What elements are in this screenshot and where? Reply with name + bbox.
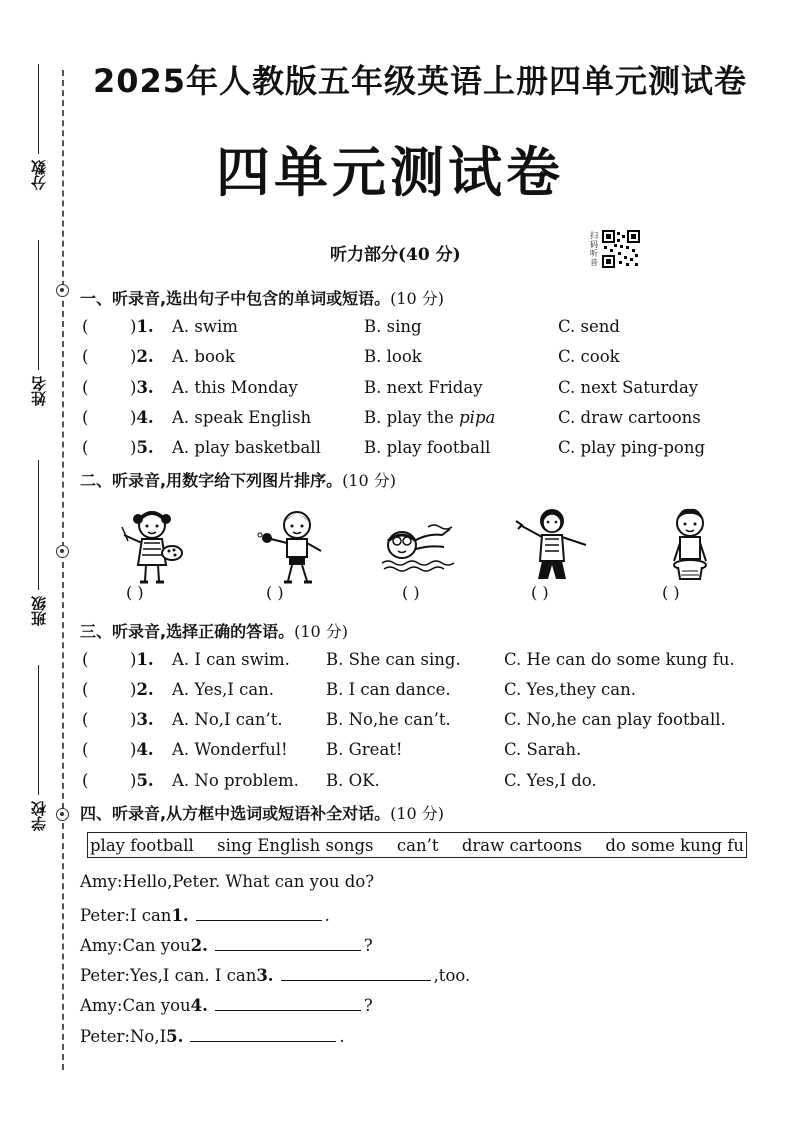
option-a[interactable]: A. I can swim. xyxy=(172,650,290,669)
section-1-text: 一、听录音,选出句子中包含的单词或短语。 xyxy=(80,289,391,308)
answer-paren[interactable]: ( xyxy=(82,680,89,699)
option-c[interactable]: C. He can do some kung fu. xyxy=(504,650,735,669)
question-row xyxy=(82,317,762,341)
name-field[interactable] xyxy=(28,240,49,412)
dialogue-line xyxy=(80,872,374,891)
qr-caption: 扫码听音 xyxy=(590,231,598,267)
option-b[interactable]: B. OK. xyxy=(326,771,380,790)
answer-blank-1[interactable] xyxy=(196,902,322,921)
word-bank-item: do some kung fu xyxy=(605,835,744,855)
listening-heading: 听力部分(40 分) xyxy=(330,245,461,265)
answer-paren[interactable]: ( xyxy=(82,347,89,366)
binding-hole-icon xyxy=(56,545,69,558)
answer-paren[interactable]: ( xyxy=(82,438,89,457)
question-number: )3. xyxy=(130,710,154,729)
section-3-text: 三、听录音,选择正确的答语。 xyxy=(80,622,295,641)
option-b[interactable]: B. She can sing. xyxy=(326,650,461,669)
option-a[interactable]: A. book xyxy=(172,347,235,366)
option-c[interactable]: C. cook xyxy=(558,347,620,366)
picture-order-paren[interactable]: ( ) xyxy=(531,583,549,602)
option-a[interactable]: A. this Monday xyxy=(172,378,298,397)
option-c[interactable]: C. play ping-pong xyxy=(558,438,706,457)
question-number: )1. xyxy=(130,317,154,336)
binding-hole-icon xyxy=(56,284,69,297)
option-b[interactable]: B. play football xyxy=(364,438,491,457)
answer-paren[interactable]: ( xyxy=(82,771,89,790)
option-a[interactable]: A. Wonderful! xyxy=(172,740,288,759)
question-number: )4. xyxy=(130,740,154,759)
option-a[interactable]: A. No problem. xyxy=(172,771,299,790)
option-a[interactable]: A. speak English xyxy=(172,408,312,427)
question-number: )1. xyxy=(130,650,154,669)
boy-ping-pong-icon xyxy=(255,505,335,585)
girl-painting-icon xyxy=(112,505,192,585)
option-a[interactable]: A. Yes,I can. xyxy=(172,680,275,699)
dialogue-text: Amy:Hello,Peter. What can you do? xyxy=(80,872,375,891)
question-number: )5. xyxy=(130,771,154,790)
class-field[interactable] xyxy=(28,460,49,632)
section-4-title xyxy=(80,801,444,824)
answer-paren[interactable]: ( xyxy=(82,710,89,729)
kung-fu-icon xyxy=(512,505,592,585)
school-label: 学校 xyxy=(30,801,48,831)
word-bank-item: can’t xyxy=(396,835,439,855)
answer-paren[interactable]: ( xyxy=(82,408,89,427)
question-row xyxy=(82,438,762,462)
dialogue-line: Peter:No,I 5. . xyxy=(80,1023,345,1046)
option-a[interactable]: A. No,I can’t. xyxy=(172,710,283,729)
section-4-text: 四、听录音,从方框中选词或短语补全对话。 xyxy=(80,804,391,823)
dialogue-line: Amy:Can you 2. ? xyxy=(80,932,373,955)
question-number: )2. xyxy=(130,347,154,366)
section-2-title xyxy=(80,468,396,491)
picture-order-paren[interactable]: ( ) xyxy=(266,583,284,602)
answer-blank-5[interactable] xyxy=(190,1023,336,1042)
option-b[interactable]: B. look xyxy=(364,347,422,366)
score-field[interactable] xyxy=(28,64,49,196)
word-bank-item: play football xyxy=(90,835,194,855)
word-bank-item: draw cartoons xyxy=(461,835,583,855)
dialogue-line: Peter:Yes,I can. I can 3. ,too. xyxy=(80,962,470,985)
binding-hole-icon xyxy=(56,808,69,821)
option-a[interactable]: A. swim xyxy=(172,317,238,336)
section-4-points: (10 分) xyxy=(390,804,445,823)
option-b[interactable]: B. play the pipa xyxy=(364,408,496,427)
word-bank-item: sing English songs xyxy=(217,835,374,855)
answer-blank-2[interactable] xyxy=(215,932,361,951)
picture-order-paren[interactable]: ( ) xyxy=(662,583,680,602)
question-row xyxy=(82,771,762,795)
question-number: )4. xyxy=(130,408,154,427)
question-row xyxy=(82,680,762,704)
option-c[interactable]: C. next Saturday xyxy=(558,378,699,397)
option-c[interactable]: C. send xyxy=(558,317,620,336)
option-c[interactable]: C. Sarah. xyxy=(504,740,582,759)
class-label: 班级 xyxy=(30,596,48,626)
question-row xyxy=(82,378,762,402)
name-label: 姓名 xyxy=(30,376,48,406)
option-b[interactable]: B. I can dance. xyxy=(326,680,451,699)
binding-dashed-line xyxy=(62,70,64,1070)
option-c[interactable]: C. draw cartoons xyxy=(558,408,701,427)
school-field[interactable] xyxy=(28,665,49,837)
question-row xyxy=(82,408,762,432)
answer-paren[interactable]: ( xyxy=(82,317,89,336)
answer-paren[interactable]: ( xyxy=(82,378,89,397)
qr-code-icon[interactable] xyxy=(602,230,640,268)
question-row xyxy=(82,740,762,764)
section-3-points: (10 分) xyxy=(294,622,349,641)
qr-block[interactable] xyxy=(590,230,640,268)
page-title: 2025年人教版五年级英语上册四单元测试卷 xyxy=(92,62,748,100)
section-2-text: 二、听录音,用数字给下列图片排序。 xyxy=(80,471,343,490)
option-b[interactable]: B. No,he can’t. xyxy=(326,710,451,729)
dialogue-line: Amy:Can you 4. ? xyxy=(80,992,373,1015)
exam-title: 四单元测试卷 xyxy=(216,141,564,204)
boy-cooking-icon xyxy=(650,505,730,585)
word-bank-box xyxy=(87,832,747,858)
question-row xyxy=(82,710,762,734)
answer-paren[interactable]: ( xyxy=(82,650,89,669)
option-b[interactable]: B. sing xyxy=(364,317,422,336)
picture-order-paren[interactable]: ( ) xyxy=(126,583,144,602)
section-1-title xyxy=(80,286,444,309)
question-number: )3. xyxy=(130,378,154,397)
section-1-points: (10 分) xyxy=(390,289,445,308)
option-c[interactable]: C. Yes,they can. xyxy=(504,680,636,699)
question-number: )5. xyxy=(130,438,154,457)
section-3-title xyxy=(80,619,348,642)
option-c[interactable]: C. No,he can play football. xyxy=(504,710,726,729)
question-row xyxy=(82,347,762,371)
answer-blank-3[interactable] xyxy=(281,962,431,981)
option-b[interactable]: B. next Friday xyxy=(364,378,483,397)
answer-paren[interactable]: ( xyxy=(82,740,89,759)
picture-order-paren[interactable]: ( ) xyxy=(402,583,420,602)
option-c[interactable]: C. Yes,I do. xyxy=(504,771,597,790)
dialogue-line: Peter:I can 1. . xyxy=(80,902,330,925)
option-a[interactable]: A. play basketball xyxy=(172,438,321,457)
score-label: 分数 xyxy=(30,160,48,190)
question-row xyxy=(82,650,762,674)
answer-blank-4[interactable] xyxy=(215,992,361,1011)
section-2-points: (10 分) xyxy=(342,471,397,490)
boy-swimming-icon xyxy=(378,505,458,585)
option-b[interactable]: B. Great! xyxy=(326,740,403,759)
question-number: )2. xyxy=(130,680,154,699)
